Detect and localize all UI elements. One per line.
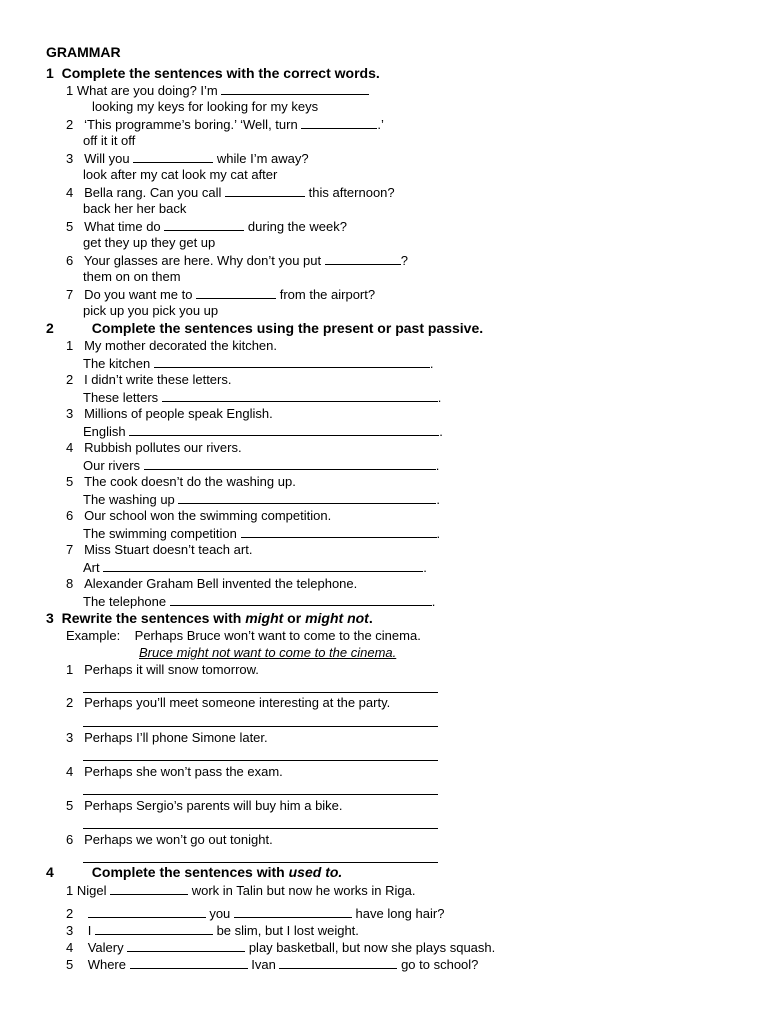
ex2-item-7 [66,542,252,557]
item-text: work in Talin but now he works in Riga. [191,883,416,898]
answer-line[interactable] [83,828,438,829]
item-sentence: Perhaps I’ll phone Simone later. [84,730,268,745]
item-text: play basketball, but now she plays squash. [248,940,496,955]
answer-blank[interactable] [110,882,188,895]
ex2-item-8-answer: The telephone . [83,594,436,609]
answer-blank[interactable] [241,525,437,538]
item-sentence: Rubbish pollutes our rivers. [84,440,242,455]
exercise-number: 4 [46,864,54,880]
answer-blank[interactable] [133,150,213,163]
answer-start: The telephone [83,594,167,609]
ex1-item-5 [66,218,347,234]
page-heading: GRAMMAR [46,44,121,60]
ex3-example [66,628,421,643]
item-sentence: Perhaps Sergio’s parents will buy him a bike. [84,798,343,813]
ex2-item-4 [66,440,242,455]
item-number: 6 [66,508,74,523]
answer-blank[interactable] [196,286,276,299]
answer-line[interactable] [83,760,438,761]
item-number: 2 [66,372,74,387]
ex1-item-1 [66,82,369,98]
item-text: Bella rang. Can you call [84,185,222,200]
instruction-part: or [283,610,306,626]
answer-blank[interactable] [162,389,438,402]
item-number: 1 [66,338,74,353]
item-text: I [87,923,92,938]
ex3-item-6 [66,832,273,847]
exercise-4-title [46,864,342,880]
item-number: 4 [66,940,74,955]
item-text: go to school? [401,957,479,972]
ex1-item-3-options: look after my cat look my cat after [83,167,278,182]
item-number: 2 [66,906,74,921]
item-number: 1 [66,662,74,677]
item-text-after: .’ [377,117,384,132]
answer-line[interactable] [83,794,438,795]
item-text: Your glasses are here. Why don’t you put [83,253,322,268]
instruction-emphasis: might [245,610,284,626]
item-sentence: Perhaps you’ll meet someone interesting at the party. [84,695,391,710]
item-sentence: Our school won the swimming competition. [84,508,332,523]
item-sentence: Miss Stuart doesn’t teach art. [84,542,253,557]
item-sentence: Perhaps it will snow tomorrow. [84,662,259,677]
item-number: 4 [66,764,74,779]
answer-start: English [83,424,126,439]
item-number: 7 [66,287,74,302]
ex4-item-4 [66,939,495,955]
ex3-item-5 [66,798,343,813]
ex2-item-8 [66,576,357,591]
example-sentence: Perhaps Bruce won’t want to come to the cinema. [134,628,421,643]
ex4-item-5 [66,956,478,972]
instruction-part: Rewrite the sentences with [61,610,246,626]
ex1-item-4-options: back her her back [83,201,187,216]
answer-blank[interactable] [95,922,213,935]
exercise-number: 2 [46,320,54,336]
item-text: be slim, but I lost weight. [216,923,359,938]
answer-blank[interactable] [127,939,245,952]
ex2-item-7-answer: Art . [83,560,427,575]
answer-line[interactable] [83,862,438,863]
item-number: 1 [66,883,74,898]
item-sentence: The cook doesn’t do the washing up. [84,474,296,489]
item-number: 3 [66,151,74,166]
answer-start: The swimming competition [83,526,237,541]
item-text: Nigel [76,883,107,898]
answer-blank[interactable] [164,218,244,231]
item-text: Will you [84,151,130,166]
item-sentence: I didn’t write these letters. [84,372,232,387]
ex2-item-3-answer: English . [83,424,443,439]
item-sentence: Perhaps she won’t pass the exam. [84,764,283,779]
exercise-instruction: Complete the sentences using the present or past passive. [91,320,484,336]
ex2-item-1-answer: The kitchen . [83,356,434,371]
answer-blank[interactable] [154,355,430,368]
ex3-item-1 [66,662,259,677]
item-number: 3 [66,406,74,421]
exercise-1-title [46,65,380,81]
item-text: have long hair? [355,906,445,921]
ex2-item-3 [66,406,273,421]
item-sentence: Perhaps we won’t go out tonight. [84,832,273,847]
item-number: 7 [66,542,74,557]
ex1-item-5-options: get they up they get up [83,235,216,250]
answer-blank[interactable] [170,593,432,606]
answer-blank[interactable] [301,116,377,129]
answer-start: Our rivers [83,458,141,473]
item-text-after: while I’m away? [216,151,309,166]
item-number: 5 [66,474,74,489]
exercise-2-title [46,320,483,336]
item-text-after: ? [400,253,408,268]
ex2-item-2 [66,372,231,387]
instruction-emphasis: used to. [288,864,343,880]
item-number: 2 [66,117,74,132]
item-text: What time do [84,219,161,234]
answer-blank[interactable] [88,905,206,918]
answer-blank[interactable] [144,457,436,470]
ex1-item-4 [66,184,395,200]
ex3-item-2 [66,695,390,710]
ex2-item-4-answer: Our rivers . [83,458,440,473]
instruction-part: . [368,610,373,626]
exercise-number: 1 [46,65,54,81]
answer-blank[interactable] [279,956,397,969]
ex1-item-7-options: pick up you pick you up [83,303,219,318]
ex1-item-2 [66,116,384,132]
answer-blank[interactable] [103,559,423,572]
item-text: you [209,906,231,921]
item-number: 1 [66,83,74,98]
ex2-item-6-answer: The swimming competition . [83,526,441,541]
ex2-item-2-answer: These letters . [83,390,442,405]
example-label: Example: [66,628,121,643]
answer-blank[interactable] [234,905,352,918]
item-text: Do you want me to [84,287,193,302]
item-text-after: this afternoon? [308,185,395,200]
item-text-after: from the airport? [279,287,376,302]
ex3-item-3 [66,730,268,745]
ex1-item-6-options: them on on them [83,269,181,284]
ex1-item-7 [66,286,375,302]
item-number: 4 [66,440,74,455]
ex1-item-2-options: off it it off [83,133,136,148]
item-text-after: during the week? [247,219,347,234]
item-number: 2 [66,695,74,710]
ex4-item-1 [66,882,416,898]
item-sentence: Millions of people speak English. [84,406,273,421]
ex2-item-1 [66,338,277,353]
answer-start: The kitchen [83,356,151,371]
item-number: 5 [66,957,74,972]
item-number: 6 [66,253,74,268]
answer-line[interactable] [83,726,438,727]
answer-blank[interactable] [225,184,305,197]
ex2-item-6 [66,508,331,523]
ex1-item-6 [66,252,408,268]
ex2-item-5 [66,474,296,489]
example-answer: Bruce might not want to come to the cinema. [139,645,397,660]
answer-line[interactable] [83,692,438,693]
answer-start: Art [83,560,100,575]
item-text: What are you doing? I’m [76,83,218,98]
item-number: 5 [66,219,74,234]
item-sentence: My mother decorated the kitchen. [84,338,278,353]
exercise-instruction: Complete the sentences with the correct words. [61,65,380,81]
answer-start: The washing up [83,492,175,507]
instruction-part: Complete the sentences with [91,864,289,880]
item-text: Valery [87,940,124,955]
item-number: 8 [66,576,74,591]
item-number: 6 [66,832,74,847]
instruction-emphasis: might not [305,610,369,626]
item-number: 3 [66,730,74,745]
exercise-number: 3 [46,610,54,626]
answer-blank[interactable] [178,491,436,504]
item-sentence: Alexander Graham Bell invented the telephone. [84,576,358,591]
ex1-item-3 [66,150,309,166]
ex3-item-4 [66,764,283,779]
answer-blank[interactable] [221,82,369,95]
item-number: 3 [66,923,74,938]
item-number: 5 [66,798,74,813]
item-text: Where [87,957,126,972]
answer-blank[interactable] [325,252,401,265]
answer-blank[interactable] [129,423,439,436]
ex4-item-3 [66,922,359,938]
ex1-item-1-options: looking my keys for looking for my keys [92,99,319,114]
ex2-item-5-answer: The washing up . [83,492,441,507]
answer-blank[interactable] [130,956,248,969]
item-text: Ivan [251,957,276,972]
item-text: ‘This programme’s boring.’ ‘Well, turn [84,117,298,132]
answer-start: These letters [83,390,159,405]
item-number: 4 [66,185,74,200]
exercise-3-title [46,610,373,626]
ex4-item-2 [66,905,444,921]
